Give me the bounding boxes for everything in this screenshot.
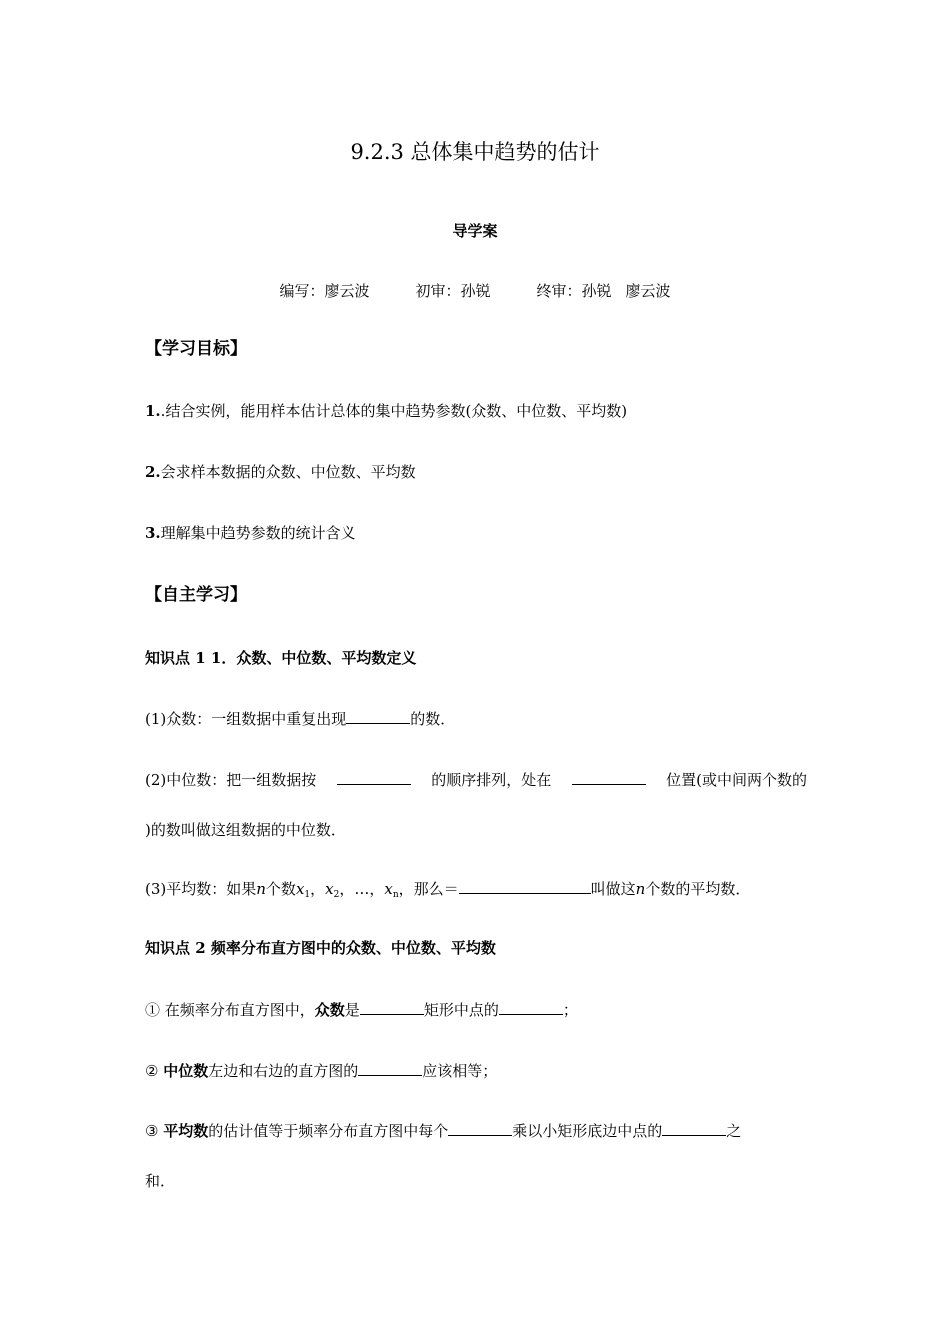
self-study-heading: 【自主学习】	[145, 585, 247, 605]
kp2-item3-bold: 平均数	[163, 1122, 209, 1140]
mean-var-x1: x	[295, 880, 305, 898]
objective-num-2: 2.	[145, 463, 161, 481]
objective-item-1	[145, 401, 627, 421]
median-blank-2[interactable]	[572, 770, 646, 785]
kp2-item2-b: 左边和右边的直方图的	[208, 1062, 359, 1080]
kp2-item3-a: ③	[145, 1122, 164, 1140]
kp2-item-2	[145, 1061, 497, 1081]
mean-blank[interactable]	[459, 879, 591, 894]
kp2-heading: 知识点 2 频率分布直方图中的众数、中位数、平均数	[145, 939, 496, 957]
median-blank-1[interactable]	[337, 770, 411, 785]
median-text-b: 的顺序排列，处在	[431, 771, 552, 789]
kp2-item1-c: 矩形中点的	[423, 1001, 499, 1019]
authors-line	[0, 281, 950, 301]
final-review-credit: 终审：孙锐	[536, 282, 612, 300]
mode-blank[interactable]	[346, 709, 410, 724]
kp1-mean-line	[145, 879, 750, 905]
writer-credit: 编写：廖云波	[279, 282, 370, 300]
kp2-item1-blank-1[interactable]	[360, 1000, 424, 1015]
final-review-credit-2: 廖云波	[625, 282, 671, 300]
kp2-item2-blank[interactable]	[358, 1061, 422, 1076]
mean-text-d: 叫做这	[590, 880, 636, 898]
kp2-item3-c: 乘以小矩形底边中点的	[512, 1122, 663, 1140]
kp1-mode-line	[145, 709, 455, 729]
objective-item-3	[145, 523, 356, 543]
kp2-item2-a: ②	[145, 1062, 164, 1080]
kp1-median-line-2: )的数叫做这组数据的中位数．	[145, 821, 346, 839]
objective-text-3: 理解集中趋势参数的统计含义	[160, 524, 356, 542]
mean-text-e: 个数的平均数．	[645, 880, 751, 898]
kp2-item2-bold: 中位数	[163, 1062, 209, 1080]
mean-sub-2: 2	[333, 890, 340, 900]
kp2-item-3	[145, 1121, 741, 1141]
objective-num-1: 1.	[145, 402, 161, 420]
kp2-item1-a: ① 在频率分布直方图中，	[145, 1001, 315, 1019]
kp2-item1-bold: 众数	[314, 1001, 345, 1019]
page-subtitle: 导学案	[452, 222, 498, 240]
mode-text-b: 的数．	[410, 710, 456, 728]
kp2-item3-blank-2[interactable]	[662, 1121, 726, 1136]
kp2-item1-d: ；	[562, 1001, 578, 1019]
objectives-heading: 【学习目标】	[145, 339, 247, 359]
mean-sub-n: n	[392, 890, 399, 900]
page-title: 9.2.3 总体集中趋势的估计	[350, 140, 600, 164]
objective-text-2: 会求样本数据的众数、中位数、平均数	[160, 463, 416, 481]
mean-text-a: (3)平均数：如果	[145, 880, 257, 898]
kp2-item1-b: 是	[344, 1001, 360, 1019]
kp2-item1-blank-2[interactable]	[499, 1000, 563, 1015]
mode-text-a: (1)众数：一组数据中重复出现	[145, 710, 347, 728]
median-text-a: (2)中位数：把一组数据按	[145, 771, 317, 789]
mean-var-n-2: n	[635, 880, 646, 898]
kp2-item3-blank-1[interactable]	[448, 1121, 512, 1136]
mean-sub-1: 1	[304, 890, 311, 900]
objective-item-2	[145, 462, 416, 482]
median-text-c: 位置(或中间两个数的	[666, 771, 807, 789]
mean-var-x2: x	[325, 880, 334, 898]
objective-text-1: .结合实例，能用样本估计总体的集中趋势参数(众数、中位数、平均数)	[160, 402, 628, 420]
mean-text-b: 个数	[265, 880, 296, 898]
objective-num-3: 3.	[145, 524, 161, 542]
kp2-item-1	[145, 1000, 578, 1020]
kp2-item-3-cont: 和．	[145, 1172, 176, 1190]
first-review-credit: 初审：孙锐	[415, 282, 491, 300]
kp2-item3-b: 的估计值等于频率分布直方图中每个	[208, 1122, 449, 1140]
mean-ellipsis: ，…，	[339, 880, 385, 898]
mean-var-n: n	[256, 880, 266, 898]
kp2-item3-d: 之	[726, 1122, 742, 1140]
kp1-median-line	[145, 770, 807, 790]
mean-text-c: ，那么＝	[398, 880, 459, 898]
mean-comma: ，	[310, 880, 326, 898]
mean-var-xn: x	[384, 880, 393, 898]
kp1-heading: 知识点 1 1．众数、中位数、平均数定义	[145, 649, 417, 667]
kp2-item2-c: 应该相等；	[422, 1062, 498, 1080]
